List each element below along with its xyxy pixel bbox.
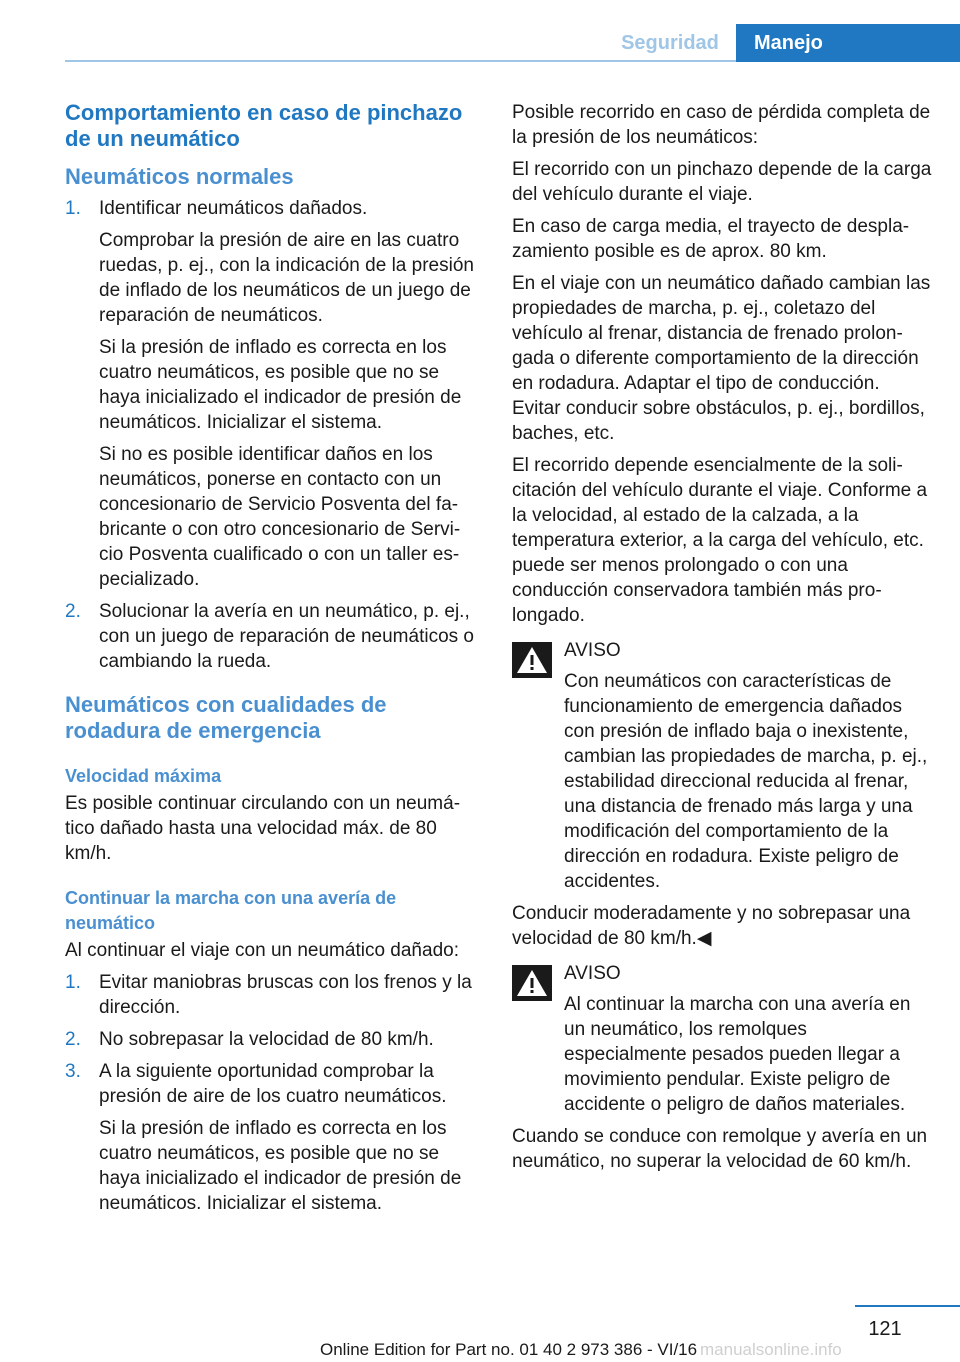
left-column — [65, 100, 475, 1223]
warning-text: Con neumáticos con características de funcionamiento de emergencia dañados con presión de inflado baja o inexistente, cambian las propiedades de marcha, p. ej., estabilidad direccional reducida al frenar, una distancia de frenado más larga y una modificación del comportamiento de la dirección en rodadura. Existe peligro de accidentes. — [564, 671, 928, 892]
list-number: 2. — [65, 601, 81, 622]
edition-text: Online Edition for Part no. 01 40 2 973 386 - VI/16 — [320, 1340, 698, 1359]
watermark: manualsonline.info — [700, 1340, 842, 1359]
list-number: 3. — [65, 1061, 81, 1082]
list-item-text: A la siguiente oportunidad comprobar la presión de aire de los cuatro neumáticos. — [99, 1061, 447, 1107]
list-item-text: Si la presión de inflado es correcta en los cuatro neumáticos, es posible que no se haya inicializado el indicador de presión de neumáticos. Inicializar el sistema. — [99, 1118, 462, 1214]
list-item — [65, 196, 475, 592]
normal-steps-list — [65, 196, 475, 674]
tab-seguridad[interactable]: Seguridad — [621, 32, 719, 54]
paragraph: En caso de carga media, el trayecto de desplazamiento posible es de aprox. 80 km. — [512, 216, 910, 262]
page-number: 121 — [868, 1318, 902, 1340]
paragraph: El recorrido depende esencialmente de la solicitación del vehículo durante el viaje. Conforme a la velocidad, al estado de la calzada, a la temperatura exterior, a la carga del vehículo, etc. puede ser menos prolongado o con una conducción conservadora también más prolongado. — [512, 455, 928, 626]
list-item — [65, 599, 475, 674]
continue-heading: Continuar la marcha con una avería de neumático — [65, 888, 397, 933]
footer-rule — [855, 1305, 960, 1307]
paragraph: En el viaje con un neumático dañado cambian las propiedades de marcha, p. ej., coletazo del vehículo al frenar, distancia de frenado prolongada o diferente comportamiento de la dirección en rodadura. Adaptar el tipo de conducción. Evitar conducir sobre obstáculos, p. ej., bordillos, baches, etc. — [512, 273, 931, 444]
max-speed-text: Es posible continuar circulando con un neumático dañado hasta una velocidad máx. de 80 km/h. — [65, 793, 461, 864]
list-item — [65, 1059, 475, 1216]
tab-manejo[interactable]: Manejo — [736, 24, 960, 62]
list-item — [65, 1027, 475, 1052]
list-number: 1. — [65, 198, 81, 219]
list-item-text: Evitar maniobras bruscas con los frenos y la dirección. — [99, 972, 472, 1018]
warning-box — [512, 961, 932, 1174]
runflat-heading: Neumáticos con cualidades de rodadura de emergencia — [65, 692, 387, 743]
warning-title: AVISO — [564, 640, 621, 661]
list-number: 2. — [65, 1029, 81, 1050]
section-title: Comportamiento en caso de pinchazo de un neumático — [65, 100, 463, 151]
warning-box — [512, 638, 932, 951]
list-item — [65, 970, 475, 1020]
list-item-text: Si la presión de inflado es correcta en los cuatro neumáticos, es posible que no se haya inicializado el indicador de presión de neumáticos. Inicializar el sistema. — [99, 337, 462, 433]
paragraph: Posible recorrido en caso de pérdida completa de la presión de los neumáticos: — [512, 102, 931, 148]
continue-steps-list — [65, 970, 475, 1216]
paragraph: El recorrido con un pinchazo depende de la carga del vehículo durante el viaje. — [512, 159, 932, 205]
warning-text: Al continuar la marcha con una avería en un neumático, los remolques especialmente pesados pueden llegar a movimiento pendular. Existe peligro de accidente o peligro de daños materiales. — [564, 994, 911, 1115]
list-item-text: Solucionar la avería en un neumático, p. ej., con un juego de reparación de neumáticos o cambiando la rueda. — [99, 601, 474, 672]
normal-tires-heading: Neumáticos normales — [65, 164, 294, 189]
warning-icon — [512, 642, 552, 678]
warning-text: Cuando se conduce con remolque y avería en un neumático, no superar la velocidad de 60 km/h. — [512, 1126, 928, 1172]
warning-title: AVISO — [564, 963, 621, 984]
right-column — [512, 100, 932, 1181]
warning-text: Conducir moderadamente y no sobrepasar una velocidad de 80 km/h.◀ — [512, 903, 911, 949]
max-speed-heading: Velocidad máxima — [65, 766, 222, 786]
continue-intro: Al continuar el viaje con un neumático dañado: — [65, 940, 459, 961]
list-number: 1. — [65, 972, 81, 993]
list-item-text: No sobrepasar la velocidad de 80 km/h. — [99, 1029, 434, 1050]
list-item-text: Comprobar la presión de aire en las cuatro ruedas, p. ej., con la indicación de la presión de inflado de los neumáticos de un juego de reparación de neumáticos. — [99, 230, 474, 326]
list-item-text: Identificar neumáticos dañados. — [99, 198, 368, 219]
list-item-text: Si no es posible identificar daños en los neumáticos, ponerse en contacto con un concesionario de Servicio Posventa del fabricante o con otro concesionario de Servicio Posventa cualificado o con un taller especializado. — [99, 444, 461, 590]
warning-icon — [512, 965, 552, 1001]
